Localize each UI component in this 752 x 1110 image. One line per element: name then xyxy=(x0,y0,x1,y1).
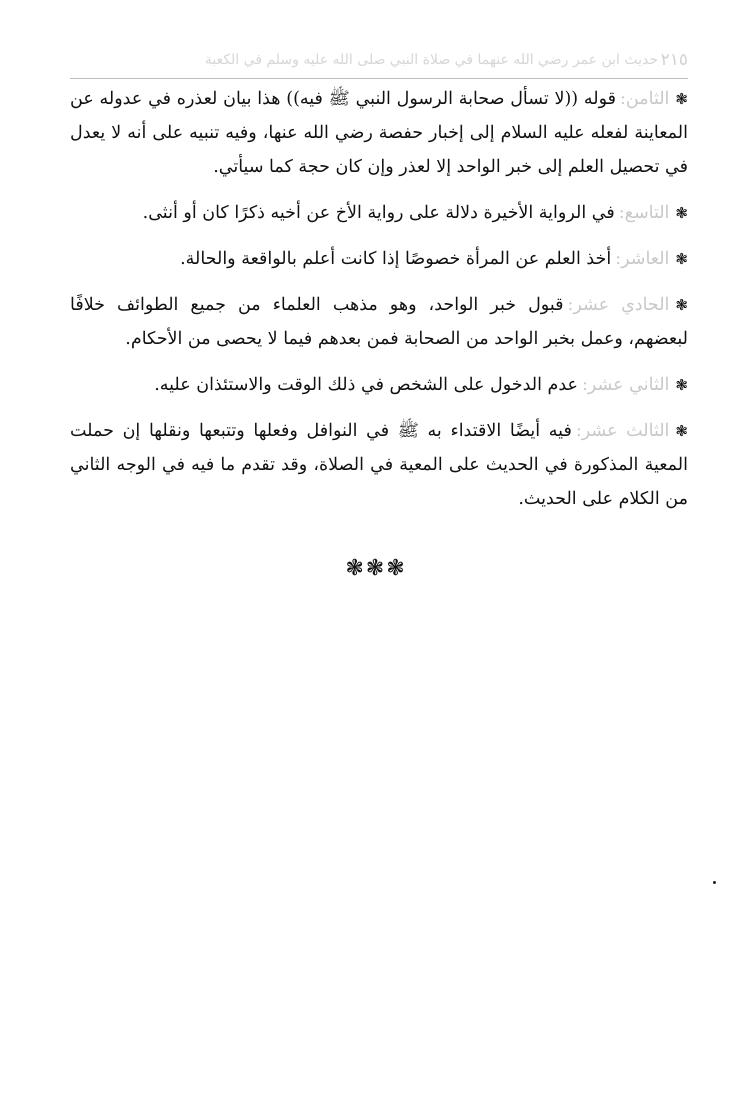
ordinal-label: التاسع: xyxy=(618,203,670,223)
asterism-icon: ❃ xyxy=(675,90,688,108)
paragraph xyxy=(70,368,688,402)
paragraph-text: قوله ((لا تسأل صحابة الرسول النبي ﷺ فيه)) هذا بيان لعذره في عدوله عن المعاينة لفعله عليه السلام إلى إخبار حفصة رضي الله عنها، وفيه تنبيه على أنه لا يعدل في تحصيل العلم إلى خبر الواحد إلا لعذر وإن كان حجة كما سيأتي. xyxy=(70,89,688,177)
asterism-icon: ❃ xyxy=(675,376,688,394)
paragraph-text: عدم الدخول على الشخص في ذلك الوقت والاستئذان عليه. xyxy=(154,375,578,395)
body-text xyxy=(70,82,688,528)
paragraph-text: فيه أيضًا الاقتداء به ﷺ في النوافل وفعلها وتتبعها ونقلها إن حملت المعية المذكورة في الحديث على المعية في الصلاة، وقد تقدم ما فيه في الوجه الثاني من الكلام على الحديث. xyxy=(70,421,688,509)
section-divider: ❃❃❃ xyxy=(345,556,407,581)
scan-speck xyxy=(713,881,716,884)
asterism-icon: ❃ xyxy=(675,250,688,268)
running-title: حديث ابن عمر رضي الله عنهما في صلاة النبي صلى الله عليه وسلم في الكعبة xyxy=(204,52,658,68)
ordinal-label: الثالث عشر: xyxy=(575,421,670,441)
running-header xyxy=(70,40,688,80)
paragraph xyxy=(70,242,688,276)
paragraph xyxy=(70,414,688,516)
asterism-icon: ❃ xyxy=(675,204,688,222)
paragraph xyxy=(70,196,688,230)
ordinal-label: الثاني عشر: xyxy=(581,375,670,395)
ordinal-label: العاشر: xyxy=(615,249,670,269)
asterism-icon: ❃ xyxy=(675,422,688,440)
ordinal-label: الحادي عشر: xyxy=(567,295,670,315)
paragraph-text: في الرواية الأخيرة دلالة على رواية الأخ عن أخيه ذكرًا كان أو أنثى. xyxy=(142,203,615,223)
paragraph xyxy=(70,82,688,184)
paragraph-text: قبول خبر الواحد، وهو مذهب العلماء من جميع الطوائف خلافًا لبعضهم، وعمل بخبر الواحد من الصحابة فمن بعدهم فيما لا يحصى من الأحكام. xyxy=(70,295,688,349)
paragraph xyxy=(70,288,688,356)
ordinal-label: الثامن: xyxy=(620,89,670,109)
paragraph-text: أخذ العلم عن المرأة خصوصًا إذا كانت أعلم بالواقعة والحالة. xyxy=(180,249,612,269)
page-number: ٢١٥ xyxy=(660,50,688,70)
header-rule xyxy=(70,78,688,79)
asterism-icon: ❃ xyxy=(675,296,688,314)
